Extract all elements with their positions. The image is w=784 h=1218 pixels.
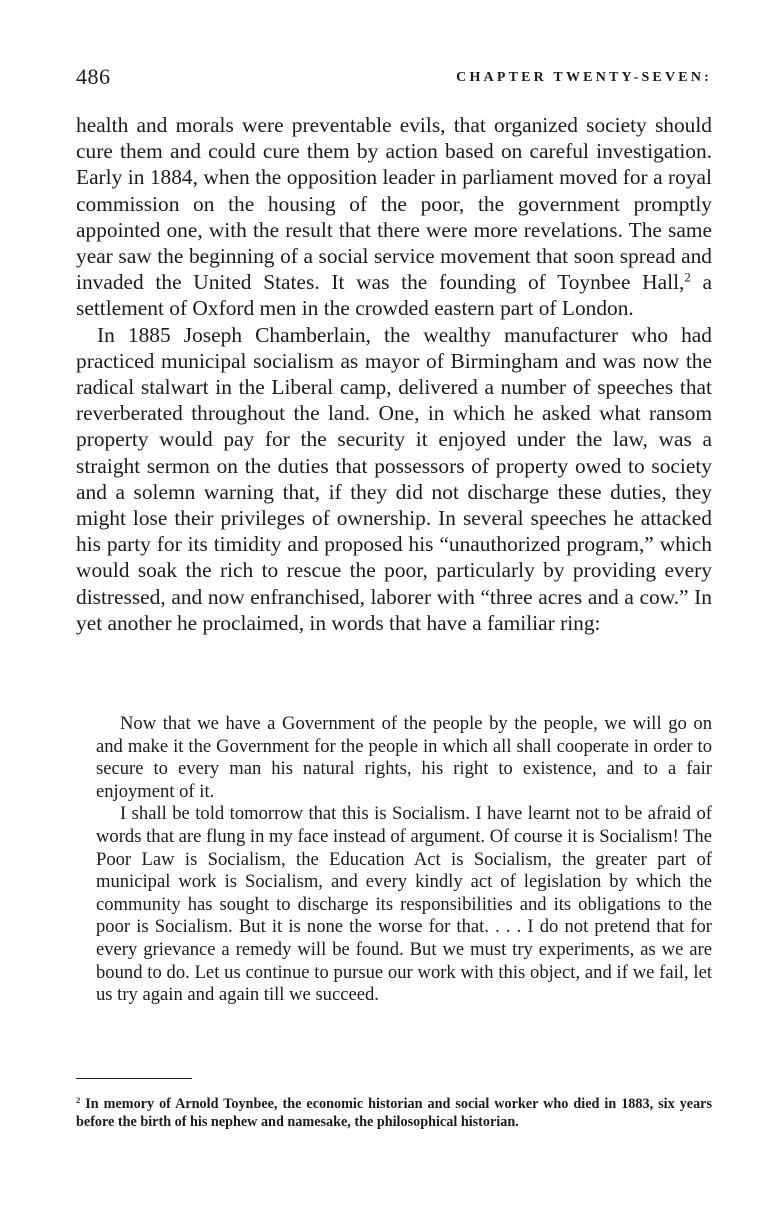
footnote-reference: 2 [684, 270, 691, 285]
body-paragraph-2: In 1885 Joseph Chamberlain, the wealthy manufacturer who had practiced municipal socialism as mayor of Birmingham and was now the radical stalwart in the Liberal camp, delivered a number of speeches that reverberated throughout the land. One, in which he asked what ransom property would pay for the security it enjoyed under the law, was a straight sermon on the duties that possessors of property owed to society and a solemn warning that, if they did not discharge these duties, they might lose their privileges of ownership. In several speeches he attacked his party for its timidity and proposed his “unauthorized program,” which would soak the rich to rescue the poor, particularly by providing every distressed, and now enfranchised, laborer with “three acres and a cow.” In yet another he proclaimed, in words that have a familiar ring: [76, 322, 712, 635]
body-text [76, 112, 712, 636]
footnote [76, 1096, 712, 1131]
running-head: CHAPTER TWENTY-SEVEN: [456, 70, 712, 85]
quote-paragraph-1: Now that we have a Government of the people by the people, we will go on and make it the Government for the people in which all shall cooperate in order to secure to every man his natural rights, his right to existence, and to a fair enjoyment of it. [96, 713, 712, 802]
footnote-text: In memory of Arnold Toynbee, the economic historian and social worker who died in 1883, six years before the birth of his nephew and namesake, the philosophical historian. [76, 1096, 712, 1130]
footnote-separator [76, 1078, 192, 1079]
block-quote [96, 713, 712, 1007]
page-number: 486 [76, 64, 111, 89]
quote-paragraph-2: I shall be told tomorrow that this is Socialism. I have learnt not to be afraid of words that are flung in my face instead of argument. Of course it is Socialism! The Poor Law is Socialism, the Education Act is Socialism, the greater part of municipal work is Socialism, and every kindly act of legislation by which the community has sought to discharge its responsibilities and its obligations to the poor is Socialism. But it is none the worse for that. . . . I do not pretend that for every grievance a remedy will be found. But we must try experiments, as we are bound to do. Let us continue to pursue our work with this object, and if we fail, let us try again and again till we succeed. [96, 803, 712, 1006]
page-header [76, 64, 712, 94]
footnote-paragraph [76, 1096, 712, 1131]
footnote-marker: 2 [76, 1094, 81, 1105]
body-paragraph-1 [76, 112, 712, 322]
paragraph-text: a settlement of Oxford men in the crowded eastern part of London. [76, 270, 712, 321]
paragraph-text: health and morals were preventable evils, that organized society should cure them and could cure them by action based on careful investigation. Early in 1884, when the opposition leader in parliament moved for a royal commission on the housing of the poor, the government promptly appointed one, with the result that there were more revelations. The same year saw the beginning of a social service movement that soon spread and invaded the United States. It was the founding of Toynbee Hall, [76, 113, 712, 295]
